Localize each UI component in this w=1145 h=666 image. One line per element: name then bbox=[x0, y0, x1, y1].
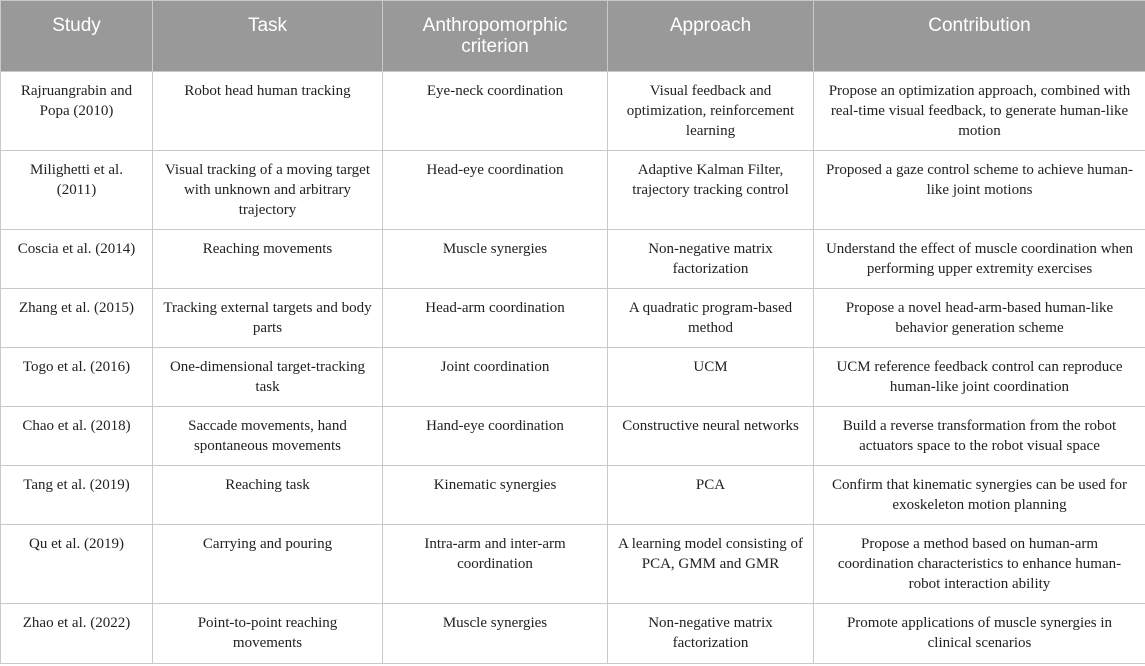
cell-contribution: Confirm that kinematic synergies can be used for exoskeleton motion planning bbox=[814, 466, 1145, 525]
cell-study: Chao et al. (2018) bbox=[1, 407, 153, 466]
cell-criterion: Eye-neck coordination bbox=[383, 72, 608, 151]
cell-contribution: UCM reference feedback control can reproduce human-like joint coordination bbox=[814, 348, 1145, 407]
cell-contribution: Proposed a gaze control scheme to achieve human-like joint motions bbox=[814, 151, 1145, 230]
table-row bbox=[1, 230, 1145, 289]
cell-approach: Constructive neural networks bbox=[608, 407, 814, 466]
cell-task: Reaching task bbox=[153, 466, 383, 525]
table-row bbox=[1, 604, 1145, 664]
cell-study: Zhang et al. (2015) bbox=[1, 289, 153, 348]
cell-study: Zhao et al. (2022) bbox=[1, 604, 153, 664]
cell-approach: Non-negative matrix factorization bbox=[608, 230, 814, 289]
table-body bbox=[1, 72, 1145, 664]
table-row bbox=[1, 72, 1145, 151]
table-row bbox=[1, 525, 1145, 604]
cell-contribution: Understand the effect of muscle coordination when performing upper extremity exercises bbox=[814, 230, 1145, 289]
cell-criterion: Head-arm coordination bbox=[383, 289, 608, 348]
cell-criterion: Intra-arm and inter-arm coordination bbox=[383, 525, 608, 604]
header-task: Task bbox=[153, 1, 383, 72]
table-row bbox=[1, 348, 1145, 407]
table-row bbox=[1, 289, 1145, 348]
header-criterion: Anthropomorphic criterion bbox=[383, 1, 608, 72]
cell-criterion: Head-eye coordination bbox=[383, 151, 608, 230]
cell-contribution: Build a reverse transformation from the robot actuators space to the robot visual space bbox=[814, 407, 1145, 466]
header-study: Study bbox=[1, 1, 153, 72]
header-approach: Approach bbox=[608, 1, 814, 72]
table-row bbox=[1, 407, 1145, 466]
cell-approach: UCM bbox=[608, 348, 814, 407]
cell-task: Saccade movements, hand spontaneous movements bbox=[153, 407, 383, 466]
cell-study: Coscia et al. (2014) bbox=[1, 230, 153, 289]
cell-approach: Visual feedback and optimization, reinforcement learning bbox=[608, 72, 814, 151]
cell-criterion: Joint coordination bbox=[383, 348, 608, 407]
cell-task: Visual tracking of a moving target with unknown and arbitrary trajectory bbox=[153, 151, 383, 230]
cell-criterion: Kinematic synergies bbox=[383, 466, 608, 525]
cell-criterion: Muscle synergies bbox=[383, 230, 608, 289]
cell-task: One-dimensional target-tracking task bbox=[153, 348, 383, 407]
table-header bbox=[1, 1, 1145, 72]
cell-study: Qu et al. (2019) bbox=[1, 525, 153, 604]
cell-criterion: Muscle synergies bbox=[383, 604, 608, 664]
cell-study: Milighetti et al. (2011) bbox=[1, 151, 153, 230]
cell-approach: PCA bbox=[608, 466, 814, 525]
header-contribution: Contribution bbox=[814, 1, 1145, 72]
cell-criterion: Hand-eye coordination bbox=[383, 407, 608, 466]
header-row bbox=[1, 1, 1145, 72]
table-row bbox=[1, 151, 1145, 230]
cell-task: Tracking external targets and body parts bbox=[153, 289, 383, 348]
cell-approach: A learning model consisting of PCA, GMM and GMR bbox=[608, 525, 814, 604]
cell-contribution: Propose an optimization approach, combined with real-time visual feedback, to generate human-like motion bbox=[814, 72, 1145, 151]
cell-contribution: Propose a method based on human-arm coordination characteristics to enhance human-robot interaction ability bbox=[814, 525, 1145, 604]
cell-task: Carrying and pouring bbox=[153, 525, 383, 604]
cell-study: Tang et al. (2019) bbox=[1, 466, 153, 525]
cell-task: Point-to-point reaching movements bbox=[153, 604, 383, 664]
cell-approach: A quadratic program-based method bbox=[608, 289, 814, 348]
cell-approach: Adaptive Kalman Filter, trajectory tracking control bbox=[608, 151, 814, 230]
cell-study: Togo et al. (2016) bbox=[1, 348, 153, 407]
cell-task: Robot head human tracking bbox=[153, 72, 383, 151]
cell-task: Reaching movements bbox=[153, 230, 383, 289]
cell-contribution: Promote applications of muscle synergies in clinical scenarios bbox=[814, 604, 1145, 664]
table-row bbox=[1, 466, 1145, 525]
cell-contribution: Propose a novel head-arm-based human-like behavior generation scheme bbox=[814, 289, 1145, 348]
cell-approach: Non-negative matrix factorization bbox=[608, 604, 814, 664]
cell-study: Rajruangrabin and Popa (2010) bbox=[1, 72, 153, 151]
